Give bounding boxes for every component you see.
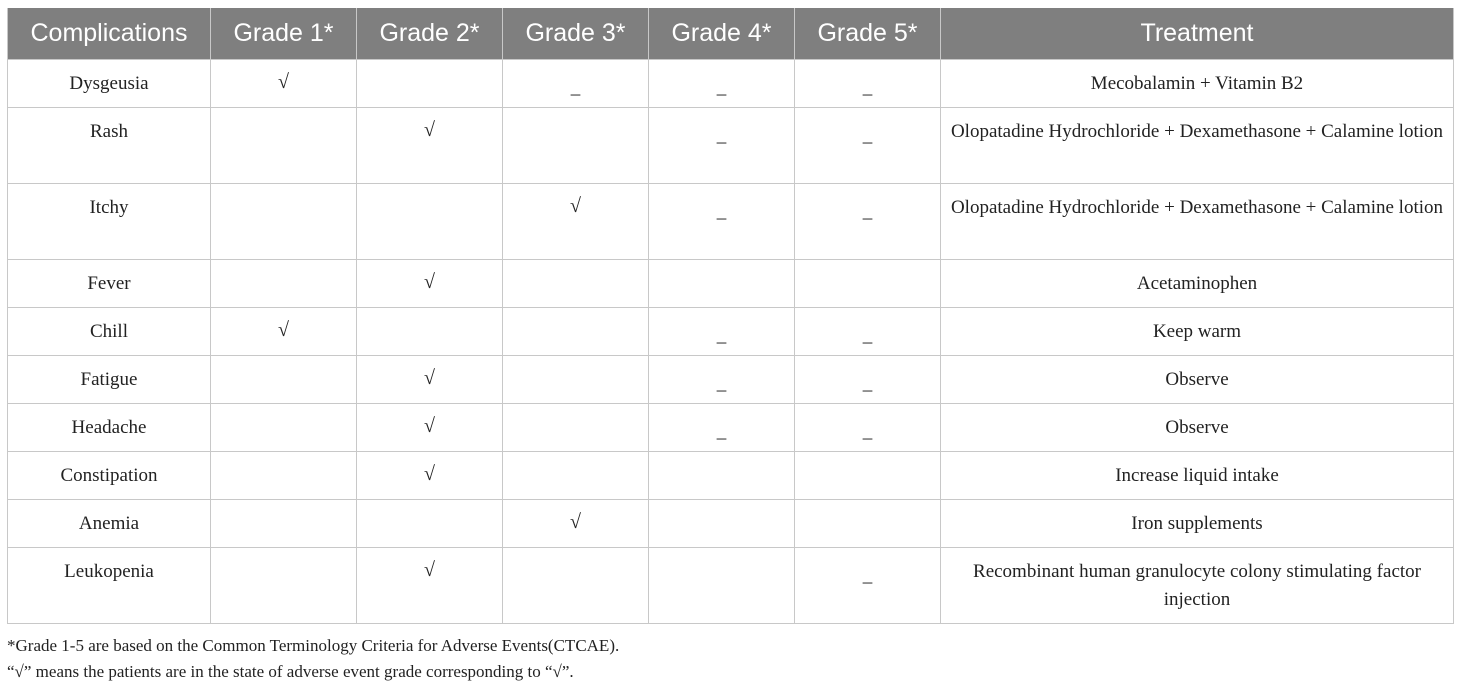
grade-2-cell bbox=[357, 60, 503, 108]
table-row bbox=[8, 260, 1454, 308]
grade-3-cell bbox=[503, 308, 649, 356]
treatment-cell: Increase liquid intake bbox=[941, 452, 1454, 500]
grade-4-cell bbox=[649, 500, 795, 548]
complication-cell: Fatigue bbox=[8, 356, 211, 404]
grade-2-cell bbox=[357, 500, 503, 548]
grade-1-cell bbox=[211, 500, 357, 548]
grade-4-cell: _ bbox=[649, 60, 795, 108]
grade-1-cell: √ bbox=[211, 308, 357, 356]
grade-5-cell: _ bbox=[795, 404, 941, 452]
grade-5-cell bbox=[795, 500, 941, 548]
grade-1-cell bbox=[211, 184, 357, 260]
complication-cell: Headache bbox=[8, 404, 211, 452]
table-row bbox=[8, 308, 1454, 356]
treatment-cell: Recombinant human granulocyte colony stimulating factor injection bbox=[941, 548, 1454, 624]
grade-5-cell bbox=[795, 452, 941, 500]
grade-2-cell: √ bbox=[357, 404, 503, 452]
treatment-cell: Keep warm bbox=[941, 308, 1454, 356]
header-grade-2: Grade 2* bbox=[357, 8, 503, 60]
header-treatment: Treatment bbox=[941, 8, 1454, 60]
complication-cell: Fever bbox=[8, 260, 211, 308]
grade-4-cell: _ bbox=[649, 108, 795, 184]
header-grade-5: Grade 5* bbox=[795, 8, 941, 60]
complication-cell: Dysgeusia bbox=[8, 60, 211, 108]
grade-5-cell: _ bbox=[795, 184, 941, 260]
grade-5-cell: _ bbox=[795, 108, 941, 184]
header-complications: Complications bbox=[8, 8, 211, 60]
grade-2-cell: √ bbox=[357, 108, 503, 184]
treatment-cell: Olopatadine Hydrochloride + Dexamethasone + Calamine lotion bbox=[941, 184, 1454, 260]
grade-1-cell: √ bbox=[211, 60, 357, 108]
grade-5-cell: _ bbox=[795, 548, 941, 624]
grade-2-cell bbox=[357, 308, 503, 356]
treatment-cell: Iron supplements bbox=[941, 500, 1454, 548]
treatment-cell: Olopatadine Hydrochloride + Dexamethasone + Calamine lotion bbox=[941, 108, 1454, 184]
footnote-grade-criteria: *Grade 1-5 are based on the Common Terminology Criteria for Adverse Events(CTCAE). bbox=[7, 636, 620, 655]
grade-5-cell: _ bbox=[795, 308, 941, 356]
adverse-events-table bbox=[7, 8, 1454, 624]
grade-4-cell bbox=[649, 548, 795, 624]
grade-3-cell: _ bbox=[503, 60, 649, 108]
header-grade-4: Grade 4* bbox=[649, 8, 795, 60]
grade-3-cell bbox=[503, 452, 649, 500]
grade-4-cell bbox=[649, 260, 795, 308]
table-footnotes bbox=[7, 633, 619, 685]
footnote-check-meaning: “√” means the patients are in the state of adverse event grade corresponding to “√”. bbox=[7, 662, 574, 681]
treatment-cell: Observe bbox=[941, 404, 1454, 452]
table-row bbox=[8, 548, 1454, 624]
grade-3-cell bbox=[503, 404, 649, 452]
grade-5-cell bbox=[795, 260, 941, 308]
grade-2-cell: √ bbox=[357, 356, 503, 404]
grade-4-cell: _ bbox=[649, 308, 795, 356]
table-row bbox=[8, 108, 1454, 184]
complication-cell: Itchy bbox=[8, 184, 211, 260]
grade-1-cell bbox=[211, 452, 357, 500]
table-row bbox=[8, 184, 1454, 260]
complication-cell: Leukopenia bbox=[8, 548, 211, 624]
grade-3-cell bbox=[503, 260, 649, 308]
grade-3-cell bbox=[503, 108, 649, 184]
table-row bbox=[8, 452, 1454, 500]
complication-cell: Anemia bbox=[8, 500, 211, 548]
complication-cell: Rash bbox=[8, 108, 211, 184]
grade-5-cell: _ bbox=[795, 356, 941, 404]
grade-3-cell bbox=[503, 548, 649, 624]
header-grade-1: Grade 1* bbox=[211, 8, 357, 60]
grade-2-cell: √ bbox=[357, 452, 503, 500]
grade-3-cell bbox=[503, 356, 649, 404]
grade-3-cell: √ bbox=[503, 184, 649, 260]
grade-1-cell bbox=[211, 404, 357, 452]
grade-4-cell: _ bbox=[649, 356, 795, 404]
grade-4-cell: _ bbox=[649, 404, 795, 452]
table-header-row bbox=[8, 8, 1454, 60]
treatment-cell: Acetaminophen bbox=[941, 260, 1454, 308]
grade-4-cell bbox=[649, 452, 795, 500]
complication-cell: Constipation bbox=[8, 452, 211, 500]
grade-1-cell bbox=[211, 260, 357, 308]
grade-2-cell: √ bbox=[357, 548, 503, 624]
table-row bbox=[8, 356, 1454, 404]
grade-4-cell: _ bbox=[649, 184, 795, 260]
complication-cell: Chill bbox=[8, 308, 211, 356]
grade-1-cell bbox=[211, 356, 357, 404]
grade-3-cell: √ bbox=[503, 500, 649, 548]
treatment-cell: Mecobalamin + Vitamin B2 bbox=[941, 60, 1454, 108]
adverse-events-table-container bbox=[7, 8, 1453, 624]
table-row bbox=[8, 404, 1454, 452]
grade-2-cell: √ bbox=[357, 260, 503, 308]
grade-5-cell: _ bbox=[795, 60, 941, 108]
grade-1-cell bbox=[211, 548, 357, 624]
table-row bbox=[8, 500, 1454, 548]
table-row bbox=[8, 60, 1454, 108]
header-grade-3: Grade 3* bbox=[503, 8, 649, 60]
grade-1-cell bbox=[211, 108, 357, 184]
grade-2-cell bbox=[357, 184, 503, 260]
treatment-cell: Observe bbox=[941, 356, 1454, 404]
